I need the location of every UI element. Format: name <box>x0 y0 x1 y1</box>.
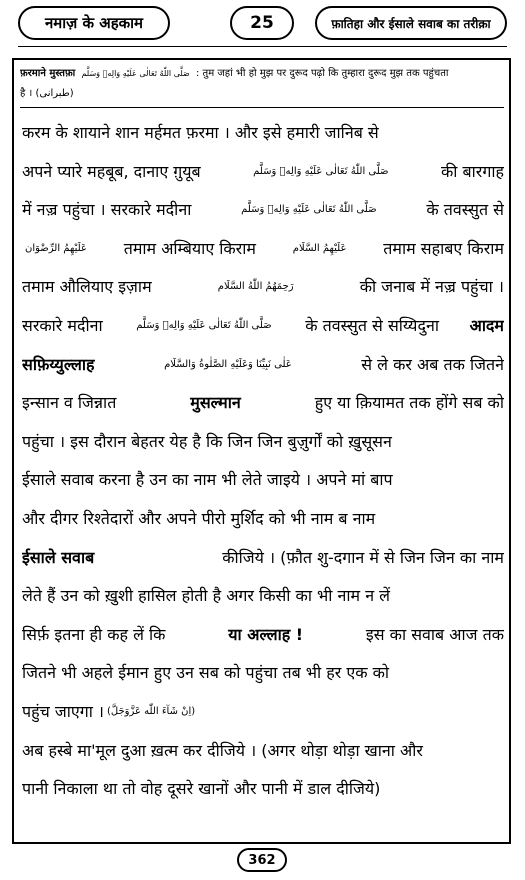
text-segment: और दीगर रिश्तेदारों और अपने पीरो मुर्शिद को भी नाम ब नाम <box>22 508 376 528</box>
text-line <box>22 423 504 462</box>
text-line <box>22 191 504 230</box>
text-segment: से ले कर अब तक जितने <box>361 354 504 374</box>
bold-name: आदम <box>469 315 504 335</box>
text-segment: इन्सान व जिन्नात <box>22 393 117 413</box>
bold-term: या अल्लाह ! <box>228 624 304 644</box>
footer-page-number: 362 <box>237 848 287 872</box>
text-line <box>22 539 504 578</box>
text-segment: इस का सवाब आज तक <box>365 624 504 644</box>
text-segment: की बारगाह <box>440 161 504 181</box>
text-segment: पहुंचा । इस दौरान बेहतर येह है कि जिन जिन बुज़ुर्गों को ख़ुसूसन <box>22 431 392 451</box>
text-line <box>22 461 504 500</box>
text-segment: करम के शायाने शान मर्हमत फ़रमा । और इसे हमारी जानिब से <box>22 123 379 142</box>
bold-term: ईसाले सवाब <box>22 547 95 567</box>
text-segment: जितने भी अहले ईमान हुए उन सब को पहुंचा तब भी हर एक को <box>22 663 390 683</box>
main-text <box>22 114 504 809</box>
arabic-salutation: عَلَيْهِمُ الرِّضْوَان <box>25 242 87 254</box>
text-segment: हुए या क़ियामत तक होंगे सब को <box>314 393 504 413</box>
text-segment: अब हस्बे मा'मूल दुआ ख़त्म कर दीजिये । (अगर थोड़ा थोड़ा खाना और <box>22 740 423 760</box>
header-page-number: 25 <box>230 6 294 40</box>
text-segment: तमाम औलियाए इज़ाम <box>22 277 152 297</box>
text-segment: पहुंच जाएगा । <box>22 701 104 721</box>
text-segment: पानी निकाला था तो वोह दूसरे खानों और पानी में डाल दीजिये) <box>22 779 381 799</box>
text-line <box>22 307 504 346</box>
text-line <box>22 384 504 423</box>
text-segment: के तवस्सुत से सय्यिदुना <box>305 315 439 335</box>
arabic-salutation: عَلَيْهِمُ السَّلَام <box>292 242 347 254</box>
text-line <box>22 230 504 269</box>
text-segment: सरकारे मदीना <box>22 315 103 335</box>
arabic-salutation: صَلَّى اللّٰهُ تَعَالٰى عَلَيْهِ وَالِهٖ وَسَلَّم <box>253 165 389 177</box>
arabic-salutation: صَلَّى اللّٰهُ تَعَالٰى عَلَيْهِ وَالِهٖ وَسَلَّم <box>241 204 377 216</box>
header-divider <box>18 46 507 47</box>
text-segment: में नज़्र पहुंचा । सरकारे मदीना <box>22 200 192 220</box>
text-line <box>22 770 504 809</box>
text-line <box>22 732 504 771</box>
text-line <box>22 114 504 153</box>
text-line <box>22 616 504 655</box>
text-line <box>22 500 504 539</box>
text-line <box>22 654 504 693</box>
text-segment: लेते हैं उन को ख़ुशी हासिल होती है अगर किसी का भी नाम न लें <box>22 586 391 606</box>
header-right-title: फ़ातिहा और ईसाले सवाब का तरीक़ा <box>315 6 507 40</box>
hadith-note <box>20 64 504 108</box>
text-segment: कीजिये । (फ़ौत शु-दगान में से जिन जिन का नाम <box>222 547 504 567</box>
text-segment: तमाम अम्बियाए किराम <box>123 238 256 258</box>
header-left-title: नमाज़ के अहकाम <box>18 6 170 40</box>
hadith-note-label: फ़रमाने मुस्तफ़ा <box>20 68 76 79</box>
bold-name: सफ़िय्युल्लाह <box>22 354 95 374</box>
text-segment: तमाम सहाबए किराम <box>383 238 504 258</box>
text-segment: ईसाले सवाब करना है उन का नाम भी लेते जाइये । अपने मां बाप <box>22 470 393 490</box>
text-line <box>22 346 504 385</box>
hadith-note-line-2: है । (طبرانی) <box>20 88 74 99</box>
arabic-salutation: رَحِمَهُمُ اللّٰهُ السَّلَام <box>217 281 294 293</box>
text-line <box>22 693 504 732</box>
text-line <box>22 577 504 616</box>
text-line <box>22 268 504 307</box>
text-segment: की जनाब में नज़्र पहुंचा । <box>359 277 504 297</box>
text-segment: अपने प्यारे महबूब, दानाए ग़ुयूब <box>22 161 201 181</box>
arabic-salutation: عَلٰى نَبِيِّنَا وَعَلَيْهِ الصَّلٰوةُ وَالسَّلَام <box>164 358 292 370</box>
text-line <box>22 153 504 192</box>
text-segment: के तवस्सुत से <box>426 200 504 220</box>
hadith-note-text: : तुम जहां भी हो मुझ पर दुरूद पढ़ो कि तुम्हारा दुरूद मुझ तक पहुंचता <box>195 68 449 79</box>
text-segment: सिर्फ़ इतना ही कह लें कि <box>22 624 166 644</box>
hadith-note-arabic: صَلَّى اللّٰهُ تَعَالٰى عَلَيْهِ وَالِهٖ وَسَلَّم <box>81 69 190 78</box>
hadith-note-line-1 <box>20 64 504 84</box>
arabic-phrase: (اِنْ شَآءَ اللّٰه عَزَّوَجَلَّ) <box>107 705 196 717</box>
arabic-salutation: صَلَّى اللّٰهُ تَعَالٰى عَلَيْهِ وَالِهٖ وَسَلَّم <box>136 319 272 331</box>
bold-term: मुसल्मान <box>190 393 241 413</box>
